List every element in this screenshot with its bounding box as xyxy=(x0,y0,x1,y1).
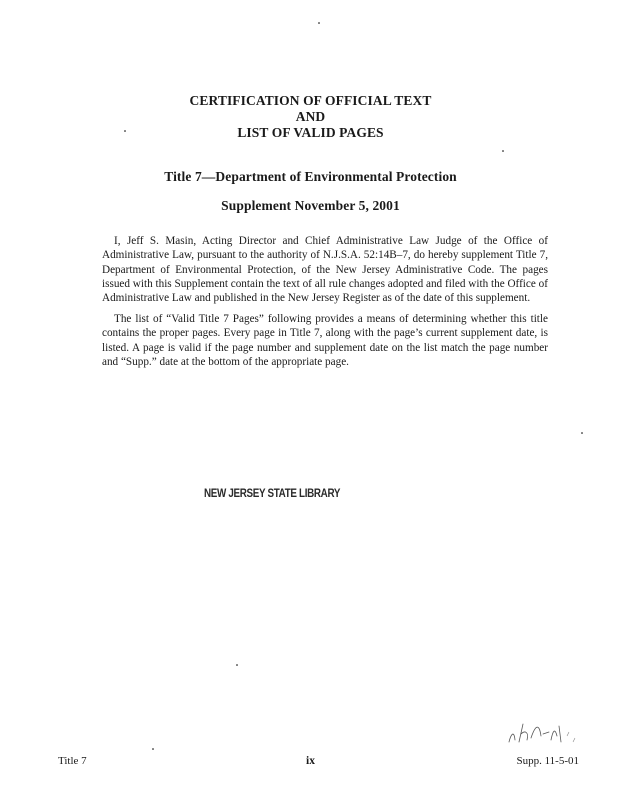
certification-line-2: AND xyxy=(295,109,326,124)
handwritten-initials xyxy=(505,712,585,752)
scan-speck xyxy=(318,22,320,24)
scan-speck xyxy=(152,748,154,750)
supplement-date-heading: Supplement November 5, 2001 xyxy=(221,198,400,213)
scan-speck xyxy=(236,664,238,666)
scan-speck xyxy=(581,432,583,434)
footer-title: Title 7 xyxy=(58,755,87,767)
page-number: ix xyxy=(306,755,315,767)
scan-speck xyxy=(124,130,126,132)
certification-paragraph: I, Jeff S. Masin, Acting Director and Chief Administrative Law Judge of the Office of Administrative Law, pursuant to the authority of N.J.S.A. 52:14B–7, do hereby supplement Title 7, Department of Environmental Protection, of the New Jersey Administrative Code. The pages issued with this Supplement contain the text of all rule changes adopted and filed with the Office of Administrative Law and published in the New Jersey Register as of the date of this supplement. xyxy=(102,235,548,305)
footer-supplement-date: Supp. 11-5-01 xyxy=(516,755,579,767)
title-heading: Title 7—Department of Environmental Protection xyxy=(164,169,457,184)
certification-line-3: LIST OF VALID PAGES xyxy=(237,125,384,140)
certification-line-1: CERTIFICATION OF OFFICIAL TEXT xyxy=(189,93,432,108)
library-stamp: NEW JERSEY STATE LIBRARY xyxy=(204,486,341,500)
certification-heading xyxy=(0,93,621,141)
scan-speck xyxy=(502,150,504,152)
valid-pages-paragraph: The list of “Valid Title 7 Pages” following provides a means of determining whether this title contains the proper pages. Every page in Title 7, along with the page’s current supplement date, is listed. A page is valid if the page number and supplement date on the list match the page number and “Supp.” date at the bottom of the appropriate page. xyxy=(102,313,548,368)
